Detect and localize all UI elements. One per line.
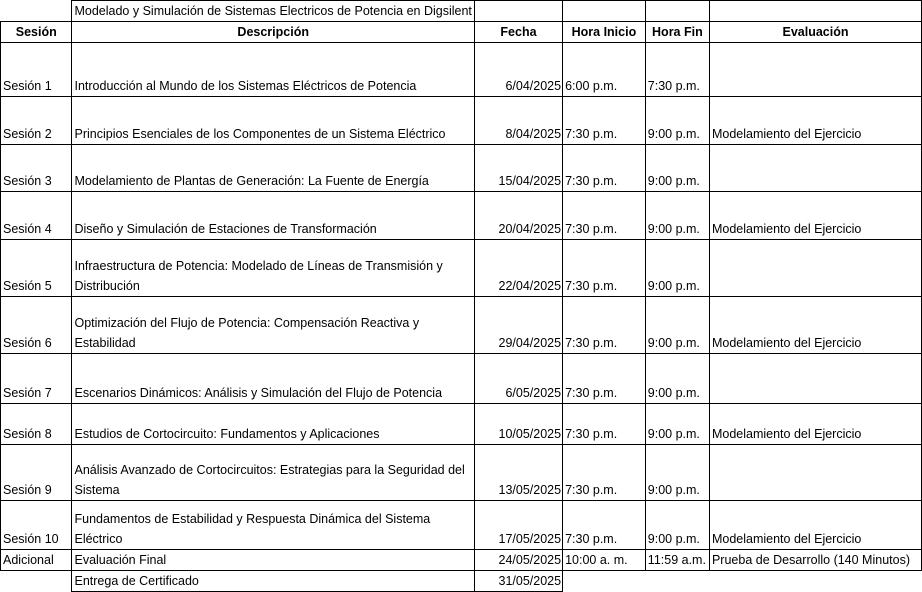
session-cell[interactable]: Adicional — [1, 550, 72, 571]
start-time-cell[interactable]: 7:30 p.m. — [563, 404, 646, 445]
description-cell[interactable]: Optimización del Flujo de Potencia: Compensación Reactiva y Estabilidad — [72, 297, 474, 354]
evaluation-cell[interactable] — [709, 43, 921, 97]
evaluation-cell[interactable] — [709, 240, 921, 297]
start-time-cell[interactable]: 7:30 p.m. — [563, 501, 646, 550]
date-cell[interactable]: 17/05/2025 — [474, 501, 562, 550]
description-cell[interactable]: Introducción al Mundo de los Sistemas Eléctricos de Potencia — [72, 43, 474, 97]
table-row — [1, 97, 922, 145]
evaluation-cell[interactable] — [709, 354, 921, 404]
end-time-cell[interactable]: 9:00 p.m. — [645, 354, 709, 404]
table-row — [1, 192, 922, 240]
start-time-cell[interactable]: 7:30 p.m. — [563, 192, 646, 240]
description-cell[interactable]: Evaluación Final — [72, 550, 474, 571]
start-time-cell[interactable]: 7:30 p.m. — [563, 354, 646, 404]
header-cell[interactable]: Hora Fin — [645, 22, 709, 43]
table-row — [1, 145, 922, 192]
end-time-cell[interactable]: 9:00 p.m. — [645, 145, 709, 192]
description-cell[interactable]: Escenarios Dinámicos: Análisis y Simulación del Flujo de Potencia — [72, 354, 474, 404]
sheet-title[interactable]: Modelado y Simulación de Sistemas Electricos de Potencia en Digsilent — [72, 1, 474, 22]
end-time-cell[interactable]: 9:00 p.m. — [645, 97, 709, 145]
date-cell[interactable]: 22/04/2025 — [474, 240, 562, 297]
table-row — [1, 550, 922, 571]
date-cell[interactable]: 8/04/2025 — [474, 97, 562, 145]
date-cell[interactable]: 6/04/2025 — [474, 43, 562, 97]
date-cell[interactable]: 13/05/2025 — [474, 445, 562, 501]
evaluation-cell[interactable]: Modelamiento del Ejercicio — [709, 297, 921, 354]
description-cell[interactable]: Fundamentos de Estabilidad y Respuesta Dinámica del Sistema Eléctrico — [72, 501, 474, 550]
table-row — [1, 404, 922, 445]
end-time-cell[interactable]: 9:00 p.m. — [645, 501, 709, 550]
start-time-cell[interactable]: 7:30 p.m. — [563, 297, 646, 354]
table-row — [1, 501, 922, 550]
header-row — [1, 22, 922, 43]
description-cell[interactable]: Análisis Avanzado de Cortocircuitos: Estrategias para la Seguridad del Sistema — [72, 445, 474, 501]
header-cell[interactable]: Fecha — [474, 22, 562, 43]
start-time-cell[interactable]: 7:30 p.m. — [563, 240, 646, 297]
header-cell[interactable]: Sesión — [1, 22, 72, 43]
evaluation-cell[interactable] — [709, 145, 921, 192]
date-cell[interactable]: 15/04/2025 — [474, 145, 562, 192]
date-cell[interactable]: 20/04/2025 — [474, 192, 562, 240]
start-time-cell[interactable]: 6:00 p.m. — [563, 43, 646, 97]
session-cell[interactable]: Sesión 3 — [1, 145, 72, 192]
evaluation-cell[interactable]: Modelamiento del Ejercicio — [709, 404, 921, 445]
start-time-cell[interactable]: 7:30 p.m. — [563, 145, 646, 192]
evaluation-cell[interactable]: Prueba de Desarrollo (140 Minutos) — [709, 550, 921, 571]
description-cell[interactable]: Diseño y Simulación de Estaciones de Transformación — [72, 192, 474, 240]
session-cell[interactable]: Sesión 5 — [1, 240, 72, 297]
end-time-cell[interactable]: 9:00 p.m. — [645, 297, 709, 354]
session-cell[interactable]: Sesión 1 — [1, 43, 72, 97]
session-cell[interactable]: Sesión 9 — [1, 445, 72, 501]
end-time-cell[interactable]: 9:00 p.m. — [645, 445, 709, 501]
footer-row — [1, 571, 922, 592]
empty-cell[interactable] — [563, 571, 646, 592]
description-cell[interactable]: Estudios de Cortocircuito: Fundamentos y Aplicaciones — [72, 404, 474, 445]
header-cell[interactable]: Hora Inicio — [563, 22, 646, 43]
session-cell[interactable]: Sesión 10 — [1, 501, 72, 550]
table-row — [1, 297, 922, 354]
date-cell[interactable]: 10/05/2025 — [474, 404, 562, 445]
table-row — [1, 354, 922, 404]
evaluation-cell[interactable] — [709, 445, 921, 501]
evaluation-cell[interactable]: Modelamiento del Ejercicio — [709, 501, 921, 550]
end-time-cell[interactable]: 9:00 p.m. — [645, 192, 709, 240]
start-time-cell[interactable]: 7:30 p.m. — [563, 445, 646, 501]
table-row — [1, 240, 922, 297]
date-cell[interactable]: 29/04/2025 — [474, 297, 562, 354]
description-cell[interactable]: Modelamiento de Plantas de Generación: La Fuente de Energía — [72, 145, 474, 192]
description-cell[interactable]: Principios Esenciales de los Componentes de un Sistema Eléctrico — [72, 97, 474, 145]
session-cell[interactable]: Sesión 7 — [1, 354, 72, 404]
empty-cell[interactable] — [709, 571, 921, 592]
end-time-cell[interactable]: 9:00 p.m. — [645, 404, 709, 445]
date-cell[interactable]: 24/05/2025 — [474, 550, 562, 571]
end-time-cell[interactable]: 9:00 p.m. — [645, 240, 709, 297]
session-cell[interactable]: Sesión 6 — [1, 297, 72, 354]
evaluation-cell[interactable]: Modelamiento del Ejercicio — [709, 192, 921, 240]
description-cell[interactable]: Entrega de Certificado — [72, 571, 474, 592]
title-row — [1, 1, 922, 22]
start-time-cell[interactable]: 7:30 p.m. — [563, 97, 646, 145]
session-cell[interactable]: Sesión 8 — [1, 404, 72, 445]
table-row — [1, 445, 922, 501]
start-time-cell[interactable]: 10:00 a. m. — [563, 550, 646, 571]
end-time-cell[interactable]: 11:59 a.m. — [645, 550, 709, 571]
empty-cell[interactable] — [1, 571, 72, 592]
description-cell[interactable]: Infraestructura de Potencia: Modelado de Líneas de Transmisión y Distribución — [72, 240, 474, 297]
session-cell[interactable]: Sesión 4 — [1, 192, 72, 240]
header-cell[interactable]: Descripción — [72, 22, 474, 43]
evaluation-cell[interactable]: Modelamiento del Ejercicio — [709, 97, 921, 145]
session-cell[interactable]: Sesión 2 — [1, 97, 72, 145]
end-time-cell[interactable]: 7:30 p.m. — [645, 43, 709, 97]
header-cell[interactable]: Evaluación — [709, 22, 921, 43]
date-cell[interactable]: 6/05/2025 — [474, 354, 562, 404]
empty-cell[interactable] — [645, 571, 709, 592]
table-row — [1, 43, 922, 97]
date-cell[interactable]: 31/05/2025 — [474, 571, 562, 592]
